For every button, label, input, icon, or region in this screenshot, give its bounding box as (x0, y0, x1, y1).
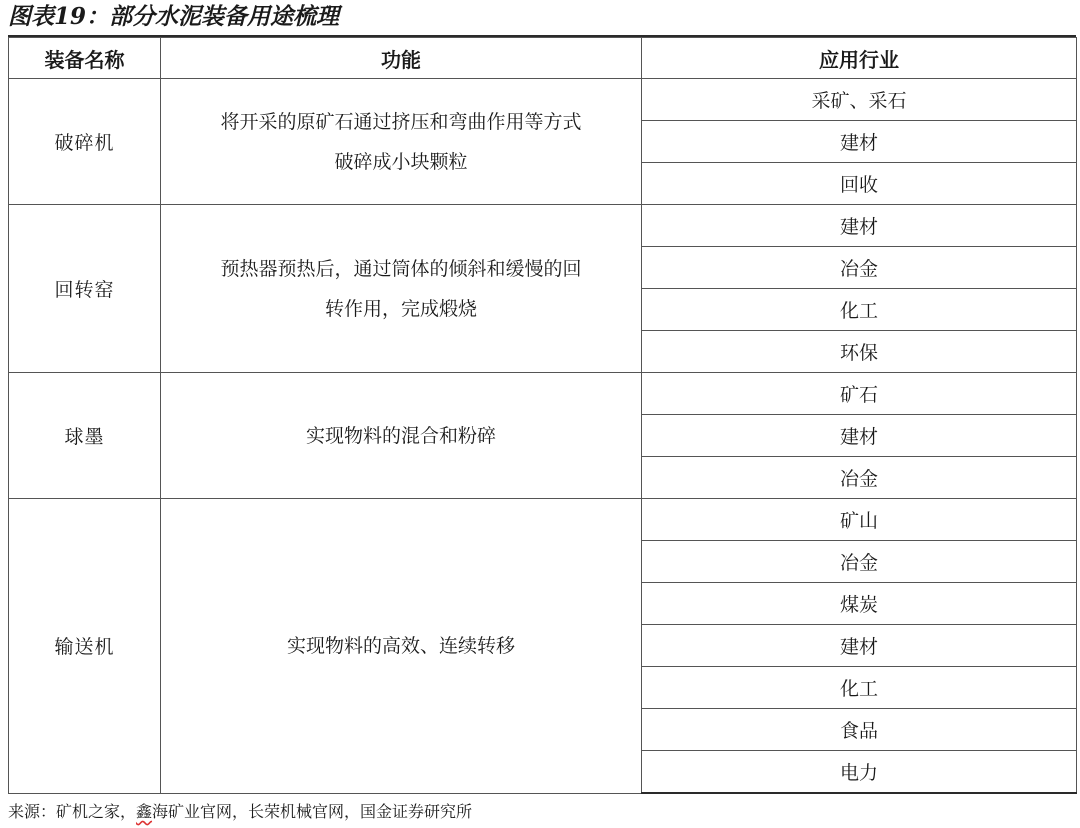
source-suffix: 海矿业官网，长荣机械官网，国金证券研究所 (152, 802, 473, 821)
header-industry: 应用行业 (642, 38, 1077, 79)
industry-cell: 煤炭 (642, 583, 1077, 625)
equipment-name-cell: 破碎机 (9, 79, 161, 205)
table-row (9, 79, 1077, 121)
industry-cell: 采矿、采石 (642, 79, 1077, 121)
industry-cell: 矿山 (642, 499, 1077, 541)
equipment-table (8, 37, 1077, 794)
industry-cell: 建材 (642, 121, 1077, 163)
function-line: 将开采的原矿石通过挤压和弯曲作用等方式 (220, 110, 582, 133)
industry-cell: 冶金 (642, 247, 1077, 289)
header-function: 功能 (161, 38, 642, 79)
function-line: 实现物料的高效、连续转移 (286, 634, 515, 657)
equipment-name-cell: 输送机 (9, 499, 161, 794)
equipment-name-cell: 回转窑 (9, 205, 161, 373)
industry-cell: 冶金 (642, 457, 1077, 499)
industry-cell: 建材 (642, 205, 1077, 247)
function-line: 破碎成小块颗粒 (334, 150, 468, 173)
industry-cell: 建材 (642, 625, 1077, 667)
figure-title: 图表19：部分水泥装备用途梳理 (8, 3, 340, 30)
equipment-name-cell: 球墨 (9, 373, 161, 499)
industry-cell: 化工 (642, 289, 1077, 331)
industry-cell: 化工 (642, 667, 1077, 709)
function-cell (161, 79, 642, 205)
source-spellcheck-word: 鑫 (136, 802, 153, 821)
table-row (9, 499, 1077, 541)
function-cell (161, 499, 642, 794)
function-line: 转作用，完成煅烧 (324, 297, 477, 320)
industry-cell: 回收 (642, 163, 1077, 205)
function-line: 实现物料的混合和粉碎 (305, 424, 496, 447)
industry-cell: 建材 (642, 415, 1077, 457)
table-row (9, 205, 1077, 247)
header-equipment-name: 装备名称 (9, 38, 161, 79)
header-row (9, 38, 1077, 79)
function-cell (161, 205, 642, 373)
industry-cell: 电力 (642, 751, 1077, 794)
industry-cell: 食品 (642, 709, 1077, 751)
industry-cell: 环保 (642, 331, 1077, 373)
source-note (8, 798, 472, 826)
industry-cell: 矿石 (642, 373, 1077, 415)
function-cell (161, 373, 642, 499)
source-prefix: 来源：矿机之家， (8, 802, 137, 821)
function-line: 预热器预热后，通过筒体的倾斜和缓慢的回 (220, 257, 582, 280)
table-row (9, 373, 1077, 415)
industry-cell: 冶金 (642, 541, 1077, 583)
